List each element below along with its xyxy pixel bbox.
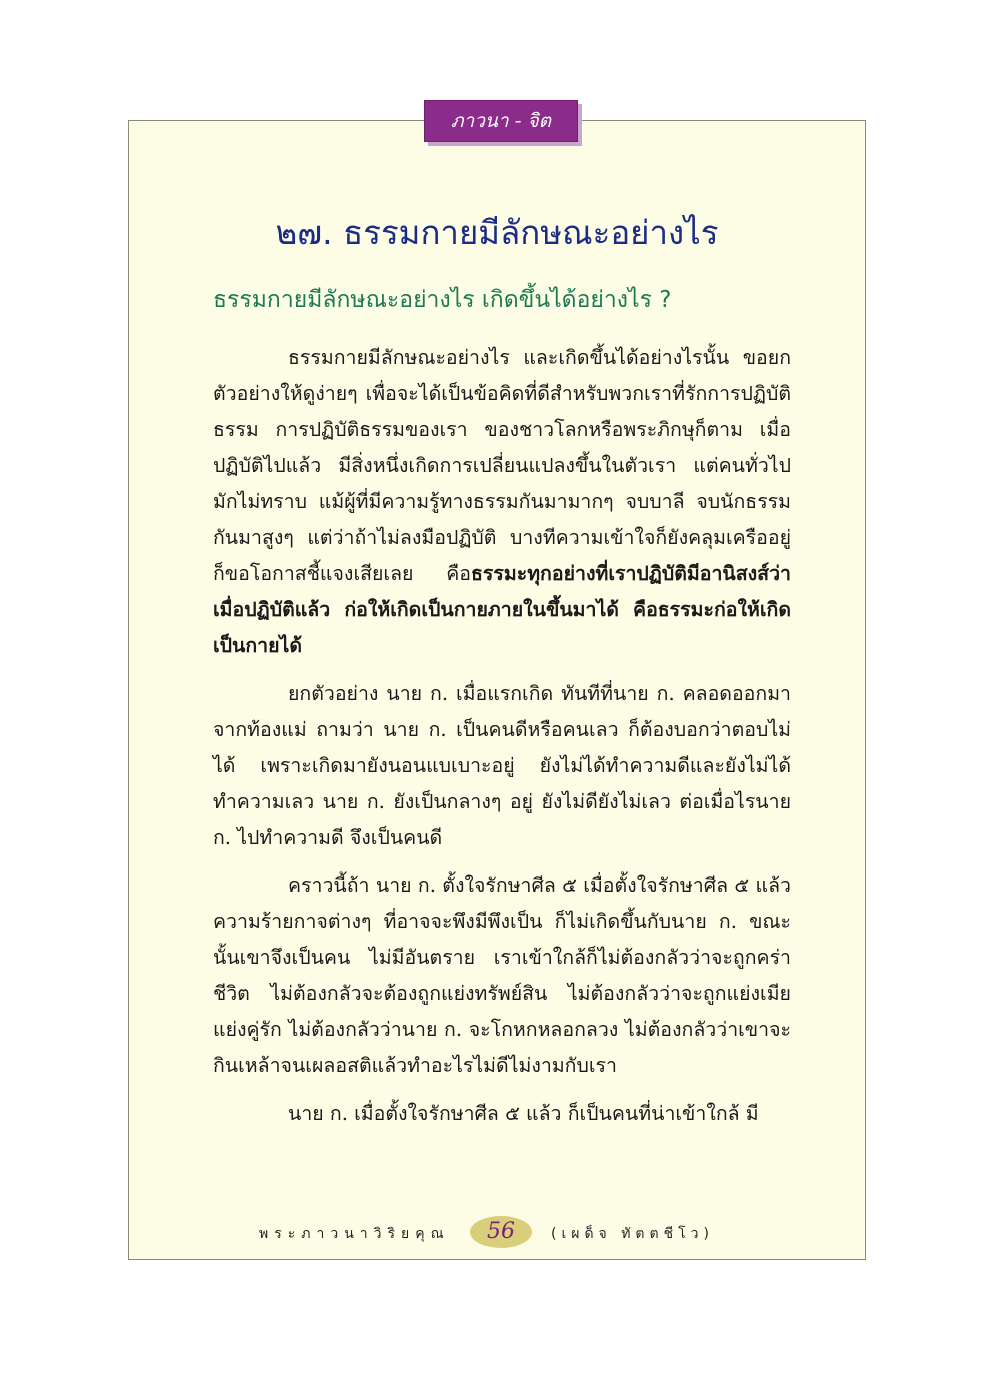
paragraph-3: คราวนี้ถ้า นาย ก. ตั้งใจรักษาศีล ๕ เมื่อตั้งใจรักษาศีล ๕ แล้ว ความร้ายกาจต่างๆ ที่อาจจะพึงมีพึงเป็น ก็ไม่เกิดขึ้นกับนาย ก. ขณะนั้นเขาจึงเป็นคน ไม่มีอันตราย เราเข้าใกล้ก็ไม่ต้องกลัวว่าจะถูกคร่าชีวิต ไม่ต้องกลัวจะต้องถูกแย่งทรัพย์สิน ไม่ต้องกลัวว่าจะถูกแย่งเมีย แย่งคู่รัก ไม่ต้องกลัวว่านาย ก. จะโกหกหลอกลวง ไม่ต้องกลัวว่าเขาจะกินเหล้าจนเผลอสติแล้วทำอะไรไม่ดีไม่งามกับเรา bbox=[213, 874, 791, 1077]
section-tab-label: ภาวนา - จิต bbox=[451, 110, 551, 132]
section-question: ธรรมกายมีลักษณะอย่างไร เกิดขึ้นได้อย่างไร ? bbox=[213, 287, 672, 313]
paragraph-4: นาย ก. เมื่อตั้งใจรักษาศีล ๕ แล้ว ก็เป็นคนที่น่าเข้าใกล้ มี bbox=[288, 1102, 759, 1125]
page-number-badge: 56 bbox=[470, 1216, 532, 1248]
section-tab bbox=[424, 100, 578, 142]
paragraph-1-text: ธรรมกายมีลักษณะอย่างไร และเกิดขึ้นได้อย่างไรนั้น ขอยกตัวอย่างให้ดูง่ายๆ เพื่อจะได้เป็นข้อคิดที่ดีสำหรับพวกเราที่รักการปฏิบัติธรรม การปฏิบัติธรรมของเรา ของชาวโลกหรือพระภิกษุก็ตาม เมื่อปฏิบัติไปแล้ว มีสิ่งหนึ่งเกิดการเปลี่ยนแปลงขึ้นในตัวเรา แต่คนทั่วไปมักไม่ทราบ แม้ผู้ที่มีความรู้ทางธรรมกันมามากๆ จบบาลี จบนักธรรมกันมาสูงๆ แต่ว่าถ้าไม่ลงมือปฏิบัติ บางทีความเข้าใจก็ยังคลุมเครืออยู่ ก็ขอโอกาสชี้แจงเสียเลย คือ bbox=[213, 346, 791, 585]
paragraph-1 bbox=[213, 340, 791, 664]
chapter-title: ๒๗. ธรรมกายมีลักษณะอย่างไร bbox=[275, 213, 719, 252]
footer-author: (เผด็จ ทัตตชีโว) bbox=[551, 1226, 714, 1242]
page-footer bbox=[128, 1216, 866, 1250]
paragraph-2: ยกตัวอย่าง นาย ก. เมื่อแรกเกิด ทันทีที่นาย ก. คลอดออกมาจากท้องแม่ ถามว่า นาย ก. เป็นคนดีหรือคนเลว ก็ต้องบอกว่าตอบไม่ได้ เพราะเกิดมายังนอนแบเบาะอยู่ ยังไม่ได้ทำความดีและยังไม่ได้ทำความเลว นาย ก. ยังเป็นกลางๆ อยู่ ยังไม่ดียังไม่เลว ต่อเมื่อไรนาย ก. ไปทำความดี จึงเป็นคนดี bbox=[213, 682, 791, 849]
footer-book-title: พระภาวนาวิริยคุณ bbox=[259, 1226, 450, 1242]
paragraph-1-bold: ธรรมะทุกอย่างที่เราปฏิบัติมีอานิสงส์ว่า เมื่อปฏิบัติแล้ว ก่อให้เกิดเป็นกายภายในขึ้นมาได้ คือธรรมะก่อให้เกิดเป็นกายได้ bbox=[213, 562, 791, 657]
body-text bbox=[213, 340, 791, 1144]
